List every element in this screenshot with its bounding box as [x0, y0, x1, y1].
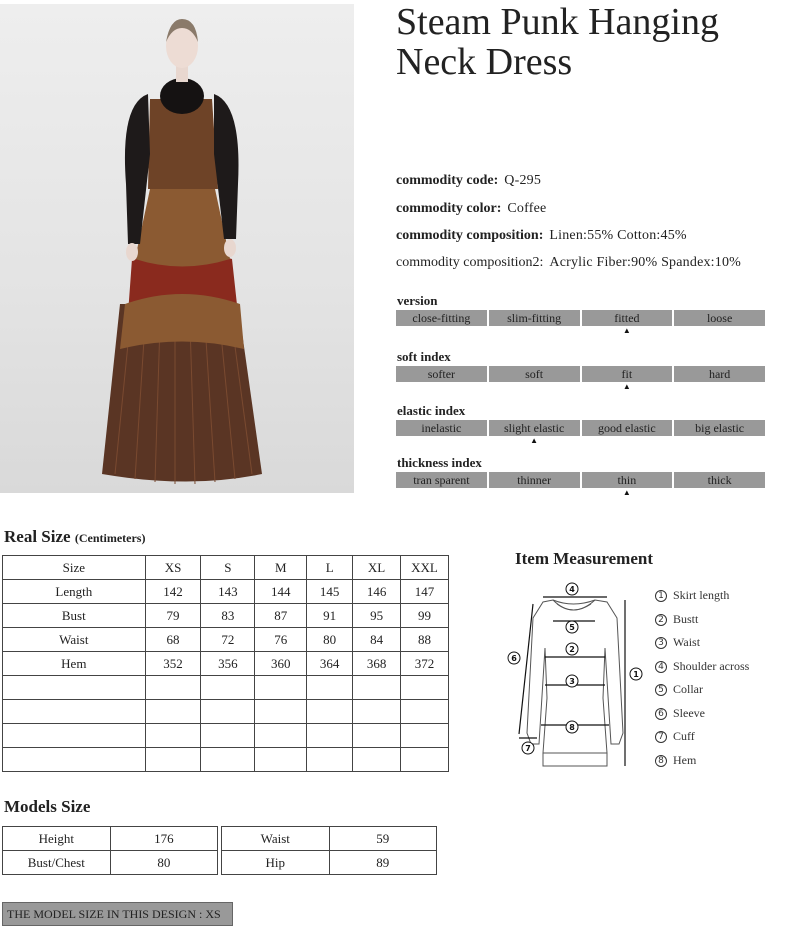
item-measurement-title: Item Measurement: [515, 549, 654, 568]
version-option: [396, 310, 487, 326]
option-label: tran sparent: [413, 473, 470, 487]
table-cell: 84: [353, 628, 401, 652]
table-cell: 72: [201, 628, 255, 652]
table-cell: 352: [145, 652, 201, 676]
models-size-table-left: [2, 826, 218, 875]
table-cell: 368: [353, 652, 401, 676]
legend-label: Hem: [673, 752, 697, 767]
attr-value: Q-295: [504, 173, 542, 188]
soft-option: [396, 366, 487, 382]
table-cell: [145, 676, 201, 700]
table-row-empty: [3, 676, 449, 700]
svg-text:5: 5: [569, 623, 575, 632]
attr-commodity-code: [396, 173, 541, 189]
table-cell: [401, 700, 449, 724]
legend-item: [655, 678, 749, 702]
option-label: good elastic: [598, 421, 656, 435]
thickness-option-selected: [582, 472, 673, 497]
table-cell: [3, 748, 146, 772]
table-row: [3, 628, 449, 652]
attr-label: commodity composition2:: [396, 255, 544, 270]
table-cell: [353, 676, 401, 700]
table-cell: 145: [307, 580, 353, 604]
table-cell: 144: [255, 580, 307, 604]
svg-text:2: 2: [569, 645, 575, 654]
selected-marker-icon: ▲: [622, 382, 631, 391]
table-cell: 88: [401, 628, 449, 652]
number-7-icon: 7: [655, 731, 667, 743]
attr-label: commodity color:: [396, 201, 502, 216]
number-4-icon: 4: [655, 661, 667, 673]
option-label: close-fitting: [412, 311, 471, 325]
table-cell: 83: [201, 604, 255, 628]
legend-label: Cuff: [673, 729, 695, 743]
legend-label: Collar: [673, 682, 703, 696]
option-label: thin: [617, 473, 637, 487]
option-label: thinner: [517, 473, 552, 487]
number-2-icon: 2: [655, 614, 667, 626]
table-cell: 76: [255, 628, 307, 652]
table-cell: [401, 676, 449, 700]
version-option-selected: [582, 310, 673, 335]
selected-marker-icon: ▲: [530, 436, 539, 445]
legend-item: [655, 631, 749, 655]
table-cell: [353, 700, 401, 724]
svg-text:3: 3: [569, 677, 575, 686]
svg-text:8: 8: [569, 723, 575, 732]
table-cell: 364: [307, 652, 353, 676]
soft-option-selected: [582, 366, 673, 391]
table-cell: 143: [201, 580, 255, 604]
table-cell: 68: [145, 628, 201, 652]
thickness-option: [489, 472, 580, 488]
table-cell: [201, 676, 255, 700]
table-cell: [307, 700, 353, 724]
size-table: [2, 555, 449, 772]
soft-option: [489, 366, 580, 382]
thickness-index-label: thickness index: [397, 455, 482, 470]
thickness-index-scale: [396, 472, 765, 497]
attr-label: commodity composition:: [396, 228, 544, 243]
table-cell: 142: [145, 580, 201, 604]
model-size-note: THE MODEL SIZE IN THIS DESIGN : XS: [2, 902, 233, 926]
legend-item: [655, 749, 749, 773]
table-header-cell: M: [255, 556, 307, 580]
legend-item: [655, 702, 749, 726]
table-cell: [145, 724, 201, 748]
number-1-icon: 1: [655, 590, 667, 602]
table-cell: [307, 748, 353, 772]
table-cell: [3, 700, 146, 724]
table-row-empty: [3, 700, 449, 724]
table-cell: 99: [401, 604, 449, 628]
table-cell: Waist: [3, 628, 146, 652]
legend-item: [655, 725, 749, 749]
legend-label: Shoulder across: [673, 658, 750, 673]
table-row: [222, 827, 437, 851]
option-label: slight elastic: [503, 421, 565, 435]
legend-item: [655, 655, 749, 679]
table-cell: [145, 700, 201, 724]
table-header-cell: S: [201, 556, 255, 580]
attr-value: Acrylic Fiber:90% Spandex:10%: [549, 255, 742, 270]
table-cell: [145, 748, 201, 772]
table-cell: Hip: [222, 851, 330, 875]
table-cell: [401, 748, 449, 772]
svg-text:4: 4: [569, 585, 575, 594]
table-cell: [255, 676, 307, 700]
version-label: version: [397, 293, 438, 308]
attr-value: Coffee: [507, 201, 547, 216]
table-cell: 59: [329, 827, 436, 851]
legend-label: Waist: [673, 635, 701, 649]
attr-commodity-composition: [396, 228, 687, 244]
garment-diagram: [505, 578, 650, 770]
table-header-cell: Size: [3, 556, 146, 580]
table-cell: [353, 748, 401, 772]
table-cell: [201, 700, 255, 724]
table-cell: 91: [307, 604, 353, 628]
table-cell: [255, 724, 307, 748]
selected-marker-icon: ▲: [622, 326, 631, 335]
table-cell: [255, 700, 307, 724]
version-scale: [396, 310, 765, 335]
option-label: soft: [525, 367, 544, 381]
table-cell: 146: [353, 580, 401, 604]
elastic-index-label: elastic index: [397, 403, 466, 418]
number-3-icon: 3: [655, 637, 667, 649]
attr-label: commodity code:: [396, 173, 499, 188]
table-row: [3, 580, 449, 604]
table-header-row: [3, 556, 449, 580]
table-cell: 176: [110, 827, 217, 851]
table-cell: [401, 724, 449, 748]
table-row: [3, 851, 218, 875]
elastic-option: [674, 420, 765, 436]
elastic-option-selected: [489, 420, 580, 445]
selected-marker-icon: ▲: [622, 488, 631, 497]
table-cell: Bust/Chest: [3, 851, 111, 875]
table-cell: 80: [110, 851, 217, 875]
table-row: [3, 652, 449, 676]
table-row-empty: [3, 748, 449, 772]
table-header-cell: L: [307, 556, 353, 580]
number-6-icon: 6: [655, 708, 667, 720]
product-photo: [0, 4, 354, 493]
table-cell: [255, 748, 307, 772]
models-size-table-right: [221, 826, 437, 875]
real-size-title: [4, 527, 145, 547]
product-title: [396, 2, 796, 82]
legend-item: [655, 584, 749, 608]
table-cell: 79: [145, 604, 201, 628]
table-cell: 356: [201, 652, 255, 676]
table-cell: [3, 724, 146, 748]
option-label: fit: [621, 367, 633, 381]
table-cell: Length: [3, 580, 146, 604]
soft-index-label: soft index: [397, 349, 451, 364]
product-title-line2: Neck Dress: [396, 41, 573, 83]
svg-text:1: 1: [633, 670, 639, 679]
table-header-cell: XL: [353, 556, 401, 580]
models-size-title: Models Size: [4, 797, 91, 816]
table-cell: Bust: [3, 604, 146, 628]
option-label: inelastic: [421, 421, 462, 435]
table-cell: [201, 724, 255, 748]
thickness-option: [674, 472, 765, 488]
table-row: [3, 604, 449, 628]
option-label: big elastic: [695, 421, 745, 435]
legend-label: Bustt: [673, 611, 699, 626]
real-size-heading: Real Size: [4, 527, 71, 546]
attr-value: Linen:55% Cotton:45%: [549, 228, 687, 243]
thickness-option: [396, 472, 487, 488]
option-label: thick: [707, 473, 732, 487]
table-cell: [3, 676, 146, 700]
table-cell: Hem: [3, 652, 146, 676]
table-cell: [307, 724, 353, 748]
legend-label: Skirt length: [673, 588, 730, 602]
option-label: softer: [427, 367, 456, 381]
table-row: [222, 851, 437, 875]
table-row: [3, 827, 218, 851]
number-5-icon: 5: [655, 684, 667, 696]
product-title-line1: Steam Punk Hanging: [396, 1, 719, 43]
option-label: slim-fitting: [507, 311, 562, 325]
table-cell: 89: [329, 851, 436, 875]
number-8-icon: 8: [655, 755, 667, 767]
soft-index-scale: [396, 366, 765, 391]
legend-item: [655, 608, 749, 632]
elastic-option: [396, 420, 487, 436]
svg-text:7: 7: [525, 744, 531, 753]
option-label: loose: [706, 311, 733, 325]
real-size-unit: (Centimeters): [74, 531, 146, 545]
elastic-option: [582, 420, 673, 436]
table-cell: 95: [353, 604, 401, 628]
table-cell: [353, 724, 401, 748]
elastic-index-scale: [396, 420, 765, 445]
table-cell: 360: [255, 652, 307, 676]
table-cell: 87: [255, 604, 307, 628]
version-option: [674, 310, 765, 326]
attr-commodity-color: [396, 201, 546, 217]
table-cell: Waist: [222, 827, 330, 851]
svg-text:6: 6: [511, 654, 517, 663]
legend-label: Sleeve: [673, 705, 705, 720]
table-cell: [307, 676, 353, 700]
table-cell: 80: [307, 628, 353, 652]
soft-option: [674, 366, 765, 382]
table-cell: 147: [401, 580, 449, 604]
table-cell: Height: [3, 827, 111, 851]
version-option: [489, 310, 580, 326]
option-label: fitted: [614, 311, 640, 325]
attr-commodity-composition2: [396, 255, 741, 271]
table-header-cell: XXL: [401, 556, 449, 580]
table-header-cell: XS: [145, 556, 201, 580]
table-row-empty: [3, 724, 449, 748]
table-cell: 372: [401, 652, 449, 676]
option-label: hard: [708, 367, 731, 381]
table-cell: [201, 748, 255, 772]
measurement-legend: [655, 584, 749, 772]
